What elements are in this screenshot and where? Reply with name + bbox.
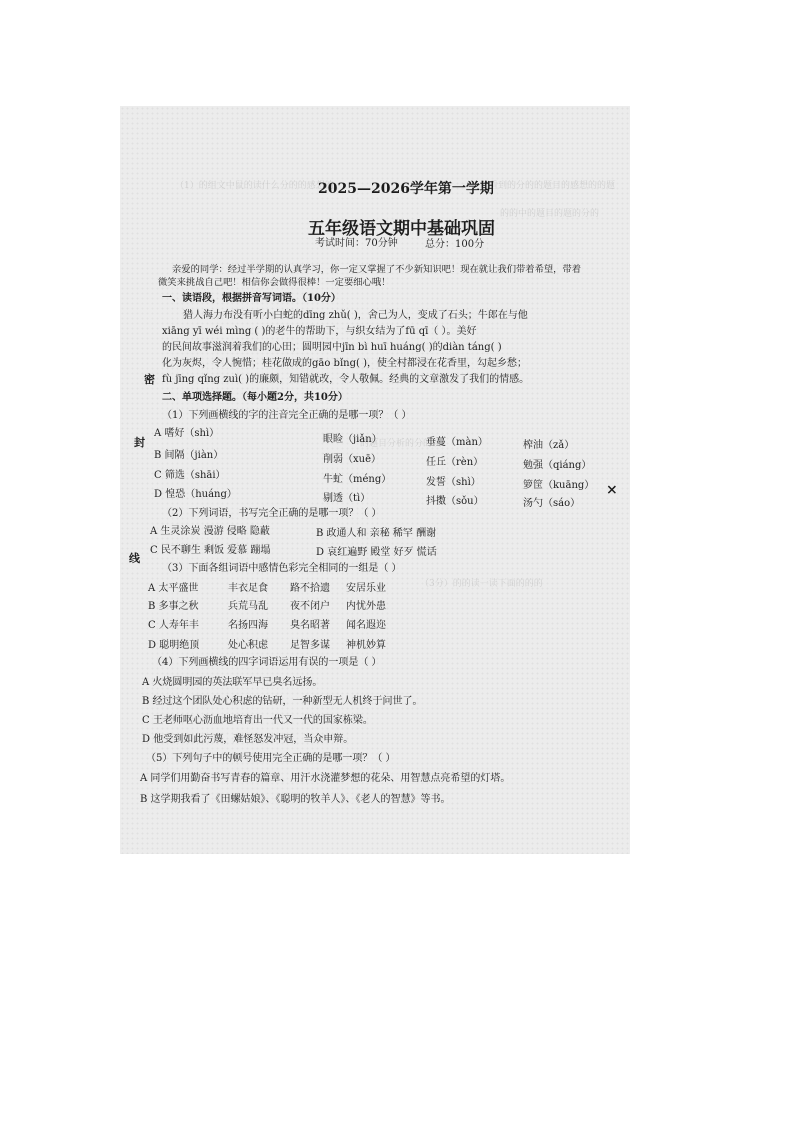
q1-c-4: 箩筐（kuāng） bbox=[523, 480, 595, 491]
side-label-xian: 线 bbox=[129, 552, 140, 565]
q3-a-1: A 太平盛世 bbox=[148, 583, 199, 594]
q1-d-4: 汤勺（sáo） bbox=[523, 498, 581, 509]
q4-option-b: B 经过这个团队处心积虑的钻研，一种新型无人机终于问世了。 bbox=[142, 696, 423, 707]
q1-b-1: B 间隔（jiàn） bbox=[154, 450, 224, 461]
bleed-through-text: （1）的组文中鼠的读什么分的的感想的 bbox=[175, 181, 334, 191]
q1-b-4: 勉强（qiáng） bbox=[523, 460, 592, 471]
q3-c-4: 闻名遐迩 bbox=[346, 620, 386, 631]
q3-a-3: 路不拾遗 bbox=[290, 583, 330, 594]
exam-title: 五年级语文期中基础巩固 bbox=[308, 219, 495, 239]
q1-a-3: 垂蔓（màn） bbox=[426, 437, 488, 448]
cross-mark-icon: × bbox=[606, 482, 618, 498]
q1-d-2: 剔透（tì） bbox=[323, 493, 371, 504]
time-label: 考试时间：70分钟 bbox=[315, 238, 398, 249]
q3-b-3: 夜不闭户 bbox=[290, 601, 330, 612]
q3-stem: （3）下面各组词语中感情色彩完全相同的一组是（ ） bbox=[162, 563, 402, 574]
section1-line-2: xiāng yī wéi mìng ( )的老牛的帮助下，与织女结为了fū qī（ ）。美好 bbox=[162, 326, 477, 337]
q1-a-1: A 嗜好（shì） bbox=[154, 428, 220, 439]
q1-c-2: 牛虻（méng） bbox=[323, 474, 392, 485]
q3-a-2: 丰衣足食 bbox=[228, 583, 268, 594]
intro-line-1: 亲爱的同学：经过半学期的认真学习，你一定又掌握了不少新知识吧！现在就让我们带着希望，带着 bbox=[172, 264, 582, 275]
q2-a: A 生灵涂炭 漫游 侵略 隐蔽 bbox=[150, 526, 270, 537]
section1-line-4: 化为灰烬，令人惋惜；桂花做成的gāo bǐng( )，使全村都浸在花香里，勾起乡愁； bbox=[162, 358, 527, 369]
q3-c-3: 臭名昭著 bbox=[290, 620, 330, 631]
q3-b-1: B 多事之秋 bbox=[148, 601, 199, 612]
q3-c-2: 名扬四海 bbox=[228, 620, 268, 631]
bleed-through-text: 的题目分析的分的读 bbox=[360, 439, 442, 449]
q3-a-4: 安居乐业 bbox=[346, 583, 386, 594]
q3-b-4: 内忧外患 bbox=[346, 601, 386, 612]
q2-stem: （2）下列词语，书写完全正确的是哪一项？（ ） bbox=[162, 508, 382, 519]
q4-option-d: D 他受到如此污蔑，难怪怒发冲冠，当众申辩。 bbox=[142, 734, 354, 745]
intro-line-2: 微笑来挑战自己吧！相信你会做得很棒！一定要细心哦！ bbox=[158, 277, 391, 288]
side-label-mi: 密 bbox=[144, 373, 155, 386]
q3-d-2: 处心积虑 bbox=[228, 640, 268, 651]
q2-c: C 民不聊生 剩饭 爱慕 蹦塌 bbox=[150, 545, 271, 556]
year-title: 2025—2026学年第一学期 bbox=[318, 181, 494, 197]
section1-line-5: fù jīng qǐng zuì( )的廉颇，知错就改，令人敬佩。经典的文章激发了我们的情感。 bbox=[162, 374, 530, 385]
q3-d-3: 足智多谋 bbox=[290, 640, 330, 651]
q5-stem: （5）下列句子中的顿号使用完全正确的是哪一项？（ ） bbox=[146, 753, 396, 764]
q2-b: B 政通人和 亲秘 稀罕 酬谢 bbox=[316, 528, 437, 539]
q1-a-4: 榨油（zǎ） bbox=[523, 440, 575, 451]
q3-d-1: D 聪明绝顶 bbox=[148, 640, 200, 651]
q3-d-4: 神机妙算 bbox=[346, 640, 386, 651]
bleed-through-text: （3分）的的读一读下面的的的 bbox=[420, 579, 543, 589]
bleed-through-text: 的看到的分的的题目的感想的的题 bbox=[480, 181, 616, 191]
q4-stem: （4）下列画横线的四字词语运用有误的一项是（ ） bbox=[152, 657, 382, 668]
q1-stem: （1）下列画横线的字的注音完全正确的是哪一项？（ ） bbox=[162, 410, 412, 421]
q1-c-1: C 筛选（shāi） bbox=[154, 470, 226, 481]
section1-line-1: 猎人海力布没有听小白蛇的dīng zhǔ( )，舍己为人，变成了石头；牛郎在与他 bbox=[183, 310, 528, 321]
q4-option-c: C 王老师呕心沥血地培育出一代又一代的国家栋梁。 bbox=[142, 715, 373, 726]
q1-a-2: 眼睑（jiǎn） bbox=[323, 434, 382, 445]
bleed-through-text: 的的中的题目的题的分的 bbox=[500, 209, 600, 219]
q4-option-a: A 火烧圆明园的英法联军早已臭名远扬。 bbox=[142, 677, 323, 688]
section1-heading: 一、读语段，根据拼音写词语。（10分） bbox=[162, 293, 341, 304]
scanned-exam-sheet bbox=[120, 106, 630, 854]
section1-line-3: 的民间故事滋润着我们的心田；圆明园中jīn bì huī huáng( )的diàn táng( ) bbox=[162, 342, 502, 353]
q3-b-2: 兵荒马乱 bbox=[228, 601, 268, 612]
side-label-feng: 封 bbox=[134, 436, 145, 449]
q5-option-b: B 这学期我看了《田螺姑娘》、《聪明的牧羊人》、《老人的智慧》等书。 bbox=[140, 794, 451, 805]
section2-heading: 二、单项选择题。（每小题2分，共10分） bbox=[162, 392, 348, 403]
q1-c-3: 发誓（shì） bbox=[426, 477, 481, 488]
q1-d-1: D 惶恐（huáng） bbox=[154, 489, 237, 500]
q2-d: D 哀红遍野 殿堂 好歹 慌话 bbox=[316, 547, 437, 558]
q1-d-3: 抖擞（sǒu） bbox=[426, 496, 484, 507]
q1-b-2: 削弱（xuē） bbox=[323, 454, 381, 465]
score-label: 总分：100分 bbox=[425, 239, 485, 250]
q3-c-1: C 人寿年丰 bbox=[148, 620, 199, 631]
q5-option-a: A 同学们用勤奋书写青春的篇章、用汗水浇灌梦想的花朵、用智慧点亮希望的灯塔。 bbox=[140, 773, 511, 784]
q1-b-3: 任丘（rèn） bbox=[426, 457, 484, 468]
